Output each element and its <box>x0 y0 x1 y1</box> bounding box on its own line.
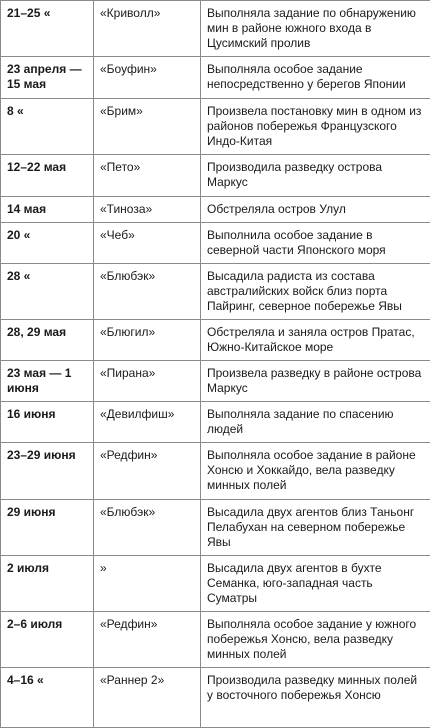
table-row <box>1 443 430 500</box>
date-cell: 20 « <box>1 223 94 264</box>
submarine-cell: «Криволл» <box>94 1 201 57</box>
submarine-cell: «Блюбэк» <box>94 500 201 556</box>
date-cell: 2–6 июля <box>1 612 94 668</box>
submarine-cell: «Пето» <box>94 155 201 197</box>
date-cell: 4–16 « <box>1 668 94 728</box>
date-cell: 23 апреля — 15 мая <box>1 57 94 99</box>
submarine-cell: «Девилфиш» <box>94 402 201 443</box>
table-row <box>1 500 430 556</box>
date-cell: 28, 29 мая <box>1 320 94 361</box>
table-row <box>1 668 430 728</box>
description-cell: Высадила двух агентов близ Таньонг Пелабухан на северном побережье Явы <box>201 500 430 556</box>
description-cell: Высадила радиста из состава австралийских войск близ порта Пайринг, северное побережье Явы <box>201 264 430 320</box>
table-row <box>1 155 430 197</box>
description-cell: Обстреляла и заняла остров Пратас, Южно-Китайское море <box>201 320 430 361</box>
description-cell: Произвела разведку в районе острова Маркус <box>201 361 430 402</box>
submarine-cell: «Редфин» <box>94 612 201 668</box>
description-cell: Выполняла особое задание в районе Хонсю и Хоккайдо, вела разведку минных полей <box>201 443 430 500</box>
submarine-cell: «Редфин» <box>94 443 201 500</box>
table-row <box>1 264 430 320</box>
description-cell: Производила разведку острова Маркус <box>201 155 430 197</box>
date-cell: 23–29 июня <box>1 443 94 500</box>
table-row <box>1 99 430 155</box>
submarine-cell: «Чеб» <box>94 223 201 264</box>
date-cell: 14 мая <box>1 197 94 223</box>
table-row <box>1 612 430 668</box>
submarine-cell: «Блюбэк» <box>94 264 201 320</box>
description-cell: Высадила двух агентов в бухте Семанка, юго-западная часть Суматры <box>201 556 430 612</box>
description-cell: Произвела постановку мин в одном из районов побережья Французского Индо-Китая <box>201 99 430 155</box>
table-row <box>1 1 430 57</box>
table-row <box>1 556 430 612</box>
table-row <box>1 402 430 443</box>
description-cell: Выполняла задание по обнаружению мин в районе южного входа в Цусимский пролив <box>201 1 430 57</box>
date-cell: 28 « <box>1 264 94 320</box>
submarine-cell: «Блюгил» <box>94 320 201 361</box>
date-cell: 8 « <box>1 99 94 155</box>
description-cell: Выполняла особое задание непосредственно у берегов Японии <box>201 57 430 99</box>
submarine-cell: «Раннер 2» <box>94 668 201 728</box>
submarine-cell: «Боуфин» <box>94 57 201 99</box>
date-cell: 29 июня <box>1 500 94 556</box>
date-cell: 2 июля <box>1 556 94 612</box>
table-row <box>1 361 430 402</box>
table-row <box>1 197 430 223</box>
table-row <box>1 223 430 264</box>
date-cell: 23 мая — 1 июня <box>1 361 94 402</box>
description-cell: Выполнила особое задание в северной части Японского моря <box>201 223 430 264</box>
submarine-cell: «Пирана» <box>94 361 201 402</box>
description-cell: Выполняла задание по спасению людей <box>201 402 430 443</box>
description-cell: Выполняла особое задание у южного побережья Хонсю, вела разведку минных полей <box>201 612 430 668</box>
submarine-cell: «Тиноза» <box>94 197 201 223</box>
description-cell: Производила разведку минных полей у восточного побережья Хонсю <box>201 668 430 728</box>
table-row <box>1 320 430 361</box>
date-cell: 16 июня <box>1 402 94 443</box>
date-cell: 21–25 « <box>1 1 94 57</box>
date-cell: 12–22 мая <box>1 155 94 197</box>
description-cell: Обстреляла остров Улул <box>201 197 430 223</box>
submarine-cell: » <box>94 556 201 612</box>
submarine-cell: «Брим» <box>94 99 201 155</box>
table-row <box>1 57 430 99</box>
